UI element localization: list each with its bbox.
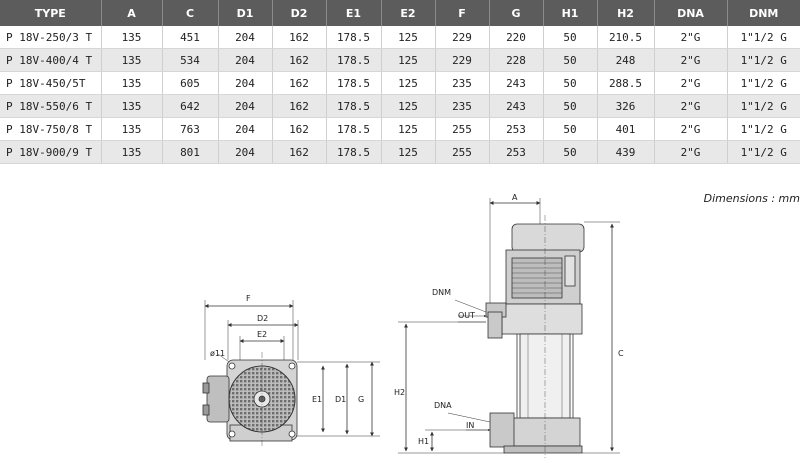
label-hole-diameter: ø11 <box>210 349 226 358</box>
table-cell-d2: 162 <box>272 72 326 95</box>
table-cell-h1: 50 <box>543 72 597 95</box>
table-cell-type: P 18V-900/9 T <box>0 141 101 164</box>
label-f: F <box>246 294 251 303</box>
table-cell-g: 220 <box>489 26 543 49</box>
table-cell-e2: 125 <box>381 26 435 49</box>
label-e1: E1 <box>312 395 323 404</box>
table-cell-e2: 125 <box>381 49 435 72</box>
table-cell-dna: 2"G <box>654 26 727 49</box>
table-cell-dna: 2"G <box>654 95 727 118</box>
label-d2: D2 <box>257 314 269 323</box>
table-cell-e1: 178.5 <box>326 49 381 72</box>
table-cell-dnm: 1"1/2 G <box>727 141 800 164</box>
table-cell-h1: 50 <box>543 26 597 49</box>
label-e2: E2 <box>257 330 268 339</box>
table-cell-d1: 204 <box>218 49 272 72</box>
label-dnm: DNM <box>432 288 452 297</box>
table-cell-type: P 18V-750/8 T <box>0 118 101 141</box>
table-cell-e1: 178.5 <box>326 118 381 141</box>
table-cell-a: 135 <box>101 95 162 118</box>
col-header-h1: H1 <box>543 0 597 26</box>
table-cell-d1: 204 <box>218 141 272 164</box>
table-cell-f: 229 <box>435 26 489 49</box>
table-cell-h2: 439 <box>597 141 654 164</box>
table-cell-f: 255 <box>435 118 489 141</box>
table-cell-e1: 178.5 <box>326 141 381 164</box>
table-cell-d2: 162 <box>272 141 326 164</box>
table-cell-d2: 162 <box>272 26 326 49</box>
table-cell-d1: 204 <box>218 72 272 95</box>
table-cell-c: 763 <box>162 118 218 141</box>
table-cell-h1: 50 <box>543 118 597 141</box>
table-cell-h2: 210.5 <box>597 26 654 49</box>
table-cell-dnm: 1"1/2 G <box>727 118 800 141</box>
table-cell-f: 229 <box>435 49 489 72</box>
col-header-g: G <box>489 0 543 26</box>
col-header-c: C <box>162 0 218 26</box>
table-cell-c: 801 <box>162 141 218 164</box>
table-cell-g: 253 <box>489 141 543 164</box>
table-cell-dnm: 1"1/2 G <box>727 95 800 118</box>
table-cell-e1: 178.5 <box>326 72 381 95</box>
table-cell-g: 228 <box>489 49 543 72</box>
table-cell-e2: 125 <box>381 118 435 141</box>
table-cell-d1: 204 <box>218 26 272 49</box>
table-cell-h2: 288.5 <box>597 72 654 95</box>
table-cell-dna: 2"G <box>654 141 727 164</box>
table-cell-h2: 248 <box>597 49 654 72</box>
table-cell-a: 135 <box>101 72 162 95</box>
col-header-e1: E1 <box>326 0 381 26</box>
table-cell-a: 135 <box>101 49 162 72</box>
label-c: C <box>618 349 624 358</box>
table-cell-dna: 2"G <box>654 72 727 95</box>
table-cell-d1: 204 <box>218 95 272 118</box>
table-cell-h1: 50 <box>543 141 597 164</box>
col-header-a: A <box>101 0 162 26</box>
table-cell-a: 135 <box>101 141 162 164</box>
table-cell-dna: 2"G <box>654 49 727 72</box>
table-cell-e2: 125 <box>381 72 435 95</box>
label-a: A <box>512 193 518 202</box>
table-cell-h2: 326 <box>597 95 654 118</box>
label-h2: H2 <box>394 388 406 397</box>
table-cell-d1: 204 <box>218 118 272 141</box>
col-header-e2: E2 <box>381 0 435 26</box>
table-cell-c: 605 <box>162 72 218 95</box>
table-cell-g: 243 <box>489 95 543 118</box>
table-cell-type: P 18V-450/5T <box>0 72 101 95</box>
label-g: G <box>358 395 365 404</box>
table-cell-type: P 18V-400/4 T <box>0 49 101 72</box>
label-in: IN <box>466 421 475 430</box>
table-cell-type: P 18V-550/6 T <box>0 95 101 118</box>
table-cell-dnm: 1"1/2 G <box>727 49 800 72</box>
table-cell-type: P 18V-250/3 T <box>0 26 101 49</box>
table-cell-dna: 2"G <box>654 118 727 141</box>
label-out: OUT <box>458 311 476 320</box>
label-dna: DNA <box>434 401 452 410</box>
table-cell-h2: 401 <box>597 118 654 141</box>
table-cell-e2: 125 <box>381 95 435 118</box>
col-header-d2: D2 <box>272 0 326 26</box>
table-cell-c: 642 <box>162 95 218 118</box>
table-cell-e1: 178.5 <box>326 26 381 49</box>
table-cell-a: 135 <box>101 26 162 49</box>
table-cell-d2: 162 <box>272 118 326 141</box>
label-d1: D1 <box>335 395 347 404</box>
units-note: Dimensions : mm <box>703 192 800 205</box>
table-cell-f: 235 <box>435 95 489 118</box>
table-cell-e1: 178.5 <box>326 95 381 118</box>
table-cell-g: 243 <box>489 72 543 95</box>
top-view-drawing <box>203 300 380 446</box>
table-cell-dnm: 1"1/2 G <box>727 26 800 49</box>
col-header-dna: DNA <box>654 0 727 26</box>
table-cell-d2: 162 <box>272 95 326 118</box>
table-cell-e2: 125 <box>381 141 435 164</box>
col-header-h2: H2 <box>597 0 654 26</box>
table-cell-a: 135 <box>101 118 162 141</box>
table-cell-c: 534 <box>162 49 218 72</box>
label-h1: H1 <box>418 437 430 446</box>
col-header-d1: D1 <box>218 0 272 26</box>
table-cell-h1: 50 <box>543 49 597 72</box>
table-cell-f: 235 <box>435 72 489 95</box>
table-cell-h1: 50 <box>543 95 597 118</box>
col-header-type: TYPE <box>0 0 101 26</box>
col-header-f: F <box>435 0 489 26</box>
table-cell-dnm: 1"1/2 G <box>727 72 800 95</box>
table-cell-c: 451 <box>162 26 218 49</box>
side-view-drawing <box>398 198 620 458</box>
table-cell-g: 253 <box>489 118 543 141</box>
table-cell-d2: 162 <box>272 49 326 72</box>
col-header-dnm: DNM <box>727 0 800 26</box>
table-cell-f: 255 <box>435 141 489 164</box>
